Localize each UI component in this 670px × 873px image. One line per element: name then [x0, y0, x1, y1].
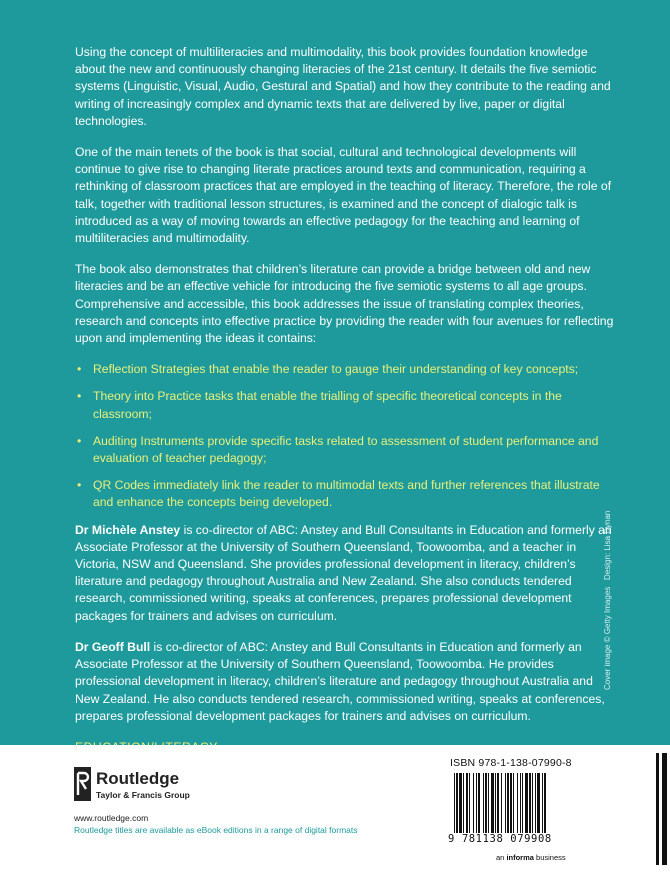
- publisher-website: www.routledge.com: [74, 813, 149, 823]
- feature-item: [75, 433, 615, 467]
- author-bio-anstey: [75, 522, 615, 625]
- informa-prefix: an: [496, 853, 507, 862]
- author-name: Dr Geoff Bull: [75, 639, 151, 654]
- isbn-text: ISBN 978-1-138-07990-8: [450, 757, 572, 769]
- barcode-icon: [452, 773, 590, 833]
- back-cover-text: [75, 44, 615, 756]
- feature-text: Reflection Strategies that enable the reader to gauge their understanding of key concepts;: [93, 362, 579, 377]
- feature-item: [75, 361, 615, 378]
- description-paragraph-1: Using the concept of multiliteracies and multimodality, this book provides foundation knowledge about the new and continuously changing literacies of the 21st century. It details the five semiotic systems (Linguistic, Visual, Audio, Gestural and Spatial) and how they contribute to the reading and writing of increasingly complex and dynamic texts that are delivered by live, paper or digital technologies.: [75, 45, 611, 128]
- ebook-note: Routledge titles are available as eBook editions in a range of digital formats: [74, 825, 358, 835]
- feature-item: [75, 477, 615, 511]
- feature-item: [75, 388, 615, 422]
- informa-brand: informa: [506, 853, 534, 862]
- design-credit: Design: Lisa Dynan: [603, 510, 612, 580]
- bullet-icon: •: [77, 389, 82, 404]
- feature-text: Auditing Instruments provide specific tasks related to assessment of student performance and evaluation of teacher pedagogy;: [93, 433, 599, 466]
- description-paragraph-3: The book also demonstrates that children’s literature can provide a bridge between old and new literacies and be an effective vehicle for introducing the five semiotic systems to all age groups. Comprehensive and accessible, this book addresses the issue of translating complex theories, research and concepts into effective practice by providing the reader with four avenues for reflecting upon and implementing the ideas it contains:: [75, 262, 614, 346]
- author-bio-text: is co-director of ABC: Anstey and Bull Consultants in Education and formerly an Associate Professor at the University of Southern Queensland, Toowoomba. He provides professional development in literacy, children’s literature and pedagogy throughout Australia and New Zealand. He also conducts tendered research, commissioned writing, speaks at conferences, prepares professional development packages for trainers and advises on curriculum.: [75, 639, 605, 723]
- publisher-group: Taylor & Francis Group: [96, 790, 190, 800]
- edge-bars-icon: [652, 745, 670, 873]
- informa-suffix: business: [533, 853, 566, 862]
- publisher-name: Routledge: [96, 769, 180, 788]
- bullet-icon: •: [77, 433, 82, 448]
- informa-note: [496, 853, 566, 862]
- author-name: Dr Michèle Anstey: [75, 522, 181, 537]
- feature-text: QR Codes immediately link the reader to multimodal texts and further references that illustrate and enhance the concepts being developed.: [93, 478, 600, 510]
- back-cover-footer: [0, 745, 670, 873]
- bullet-icon: •: [77, 478, 82, 493]
- routledge-logo-icon: [74, 767, 91, 801]
- author-bio-bull: [75, 639, 615, 725]
- description-paragraph-2: One of the main tenets of the book is that social, cultural and technological developments will continue to give rise to changing literate practices around texts and communication, requiring a rethinking of classroom practices that are employed in the teaching of literacy. Therefore, the role of talk, together with traditional lesson structures, is examined and the concept of dialogic talk is introduced as a way of moving towards an effective pedagogy for the teaching and learning of multiliteracies and multimodality.: [75, 145, 612, 246]
- barcode-digits: 9 781138 079908: [448, 833, 552, 845]
- features-list: [75, 361, 615, 511]
- bullet-icon: •: [77, 362, 82, 377]
- cover-image-credit: Cover image © Getty Images: [603, 586, 612, 690]
- routledge-logo: [74, 767, 224, 807]
- author-bio-text: is co-director of ABC: Anstey and Bull Consultants in Education and formerly an Associate Professor at the University of Southern Queensland, Toowoomba, and a teacher in Victoria, NSW and Queensland. She provides professional development in literacy, children’s literature and pedagogy throughout Australia and New Zealand. She also conducts tendered research, commissioned writing, speaks at conferences, prepares professional development packages for trainers and advises on curriculum.: [75, 522, 612, 623]
- feature-text: Theory into Practice tasks that enable the trialling of specific theoretical concepts in the classroom;: [93, 389, 562, 421]
- image-credits: [600, 510, 616, 700]
